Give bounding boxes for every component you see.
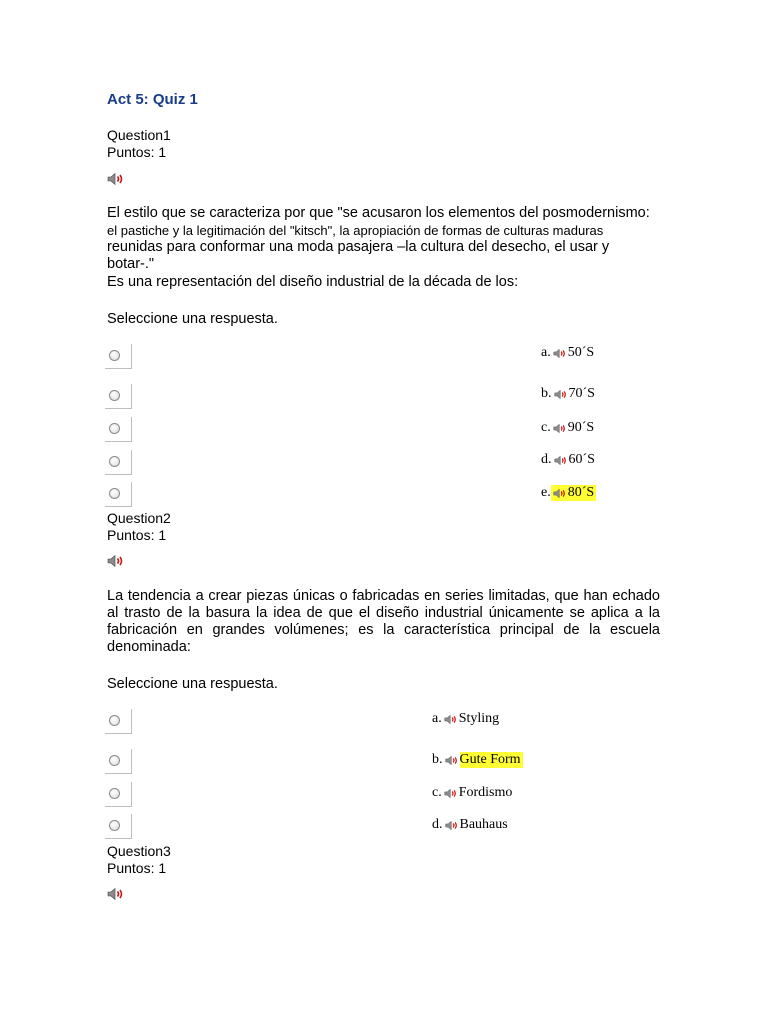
q1-option-c[interactable]: [541, 420, 594, 436]
q2-option-b-radio[interactable]: [105, 749, 132, 774]
option-letter: b.: [432, 752, 443, 767]
speaker-icon[interactable]: [554, 388, 568, 401]
question-2-instruction: Seleccione una respuesta.: [107, 676, 278, 692]
speaker-icon[interactable]: [444, 787, 458, 800]
q2-option-a-radio[interactable]: [105, 709, 132, 734]
radio-button[interactable]: [109, 350, 120, 361]
q2-option-c-radio[interactable]: [105, 782, 132, 807]
question-1-text-line-1: El estilo que se caracteriza por que "se acusaron los elementos del posmodernismo:: [107, 205, 650, 221]
option-letter: a.: [541, 345, 551, 360]
speaker-icon[interactable]: [553, 422, 567, 435]
option-letter: b.: [541, 386, 552, 401]
question-1-label: Question1: [107, 127, 171, 143]
q2-option-a[interactable]: [432, 711, 499, 727]
radio-button[interactable]: [109, 456, 120, 467]
question-1-prompt: Es una representación del diseño industrial de la década de los:: [107, 274, 519, 290]
speaker-icon[interactable]: [107, 887, 125, 901]
option-letter: c.: [541, 420, 551, 435]
q1-option-d-radio[interactable]: [105, 450, 132, 475]
radio-button[interactable]: [109, 423, 120, 434]
radio-button[interactable]: [109, 820, 120, 831]
question-2-text: La tendencia a crear piezas únicas o fabricadas en series limitadas, que han echado al trasto de la basura la idea de que el diseño industrial únicamente se aplica a la fabricación en grandes volúmenes; es la característica principal de la escuela denominada:: [107, 588, 660, 655]
quiz-title: Act 5: Quiz 1: [107, 91, 198, 108]
speaker-icon[interactable]: [445, 754, 459, 767]
radio-button[interactable]: [109, 488, 120, 499]
option-text: 50´S: [567, 345, 595, 360]
speaker-icon[interactable]: [444, 713, 458, 726]
option-letter: e.: [541, 485, 551, 500]
q2-option-d-radio[interactable]: [105, 814, 132, 839]
q1-option-c-radio[interactable]: [105, 417, 132, 442]
q1-option-e-radio[interactable]: [105, 482, 132, 507]
q2-option-d[interactable]: [432, 817, 508, 833]
q1-option-a-radio[interactable]: [105, 344, 132, 369]
option-letter: c.: [432, 785, 442, 800]
speaker-icon[interactable]: [553, 487, 567, 500]
option-text: Styling: [458, 711, 500, 726]
question-3-points: Puntos: 1: [107, 860, 167, 876]
question-1-text-line-2: el pastiche y la legitimación del "kitsch", la apropiación de formas de culturas maduras: [107, 223, 604, 238]
radio-button[interactable]: [109, 755, 120, 766]
speaker-icon[interactable]: [445, 819, 459, 832]
q1-option-b-radio[interactable]: [105, 384, 132, 409]
radio-button[interactable]: [109, 715, 120, 726]
option-text: 80´S: [567, 485, 595, 500]
option-text: 70´S: [568, 386, 595, 401]
q2-option-b[interactable]: [432, 752, 523, 768]
q1-option-b[interactable]: [541, 386, 595, 402]
speaker-icon[interactable]: [107, 172, 125, 186]
speaker-icon[interactable]: [553, 347, 567, 360]
q1-option-e[interactable]: [541, 485, 596, 501]
option-text: Bauhaus: [459, 817, 508, 832]
q1-option-d[interactable]: [541, 452, 595, 468]
option-text: Fordismo: [458, 785, 513, 800]
question-1-instruction: Seleccione una respuesta.: [107, 311, 278, 327]
option-letter: d.: [541, 452, 552, 467]
question-1-text: [107, 205, 660, 273]
radio-button[interactable]: [109, 788, 120, 799]
question-3-label: Question3: [107, 843, 171, 859]
option-text: 60´S: [568, 452, 595, 467]
question-2-label: Question2: [107, 510, 171, 526]
option-text: Gute Form: [459, 752, 521, 767]
speaker-icon[interactable]: [554, 454, 568, 467]
question-2-points: Puntos: 1: [107, 527, 167, 543]
question-1-text-line-3: reunidas para conformar una moda pasajera –la cultura del desecho, el usar y botar-.": [107, 239, 610, 272]
radio-button[interactable]: [109, 390, 120, 401]
speaker-icon[interactable]: [107, 554, 125, 568]
q1-option-a[interactable]: [541, 345, 594, 361]
option-letter: d.: [432, 817, 443, 832]
question-1-points: Puntos: 1: [107, 144, 167, 160]
option-letter: a.: [432, 711, 442, 726]
q2-option-c[interactable]: [432, 785, 512, 801]
highlighted-answer: [551, 485, 596, 501]
option-text: 90´S: [567, 420, 595, 435]
